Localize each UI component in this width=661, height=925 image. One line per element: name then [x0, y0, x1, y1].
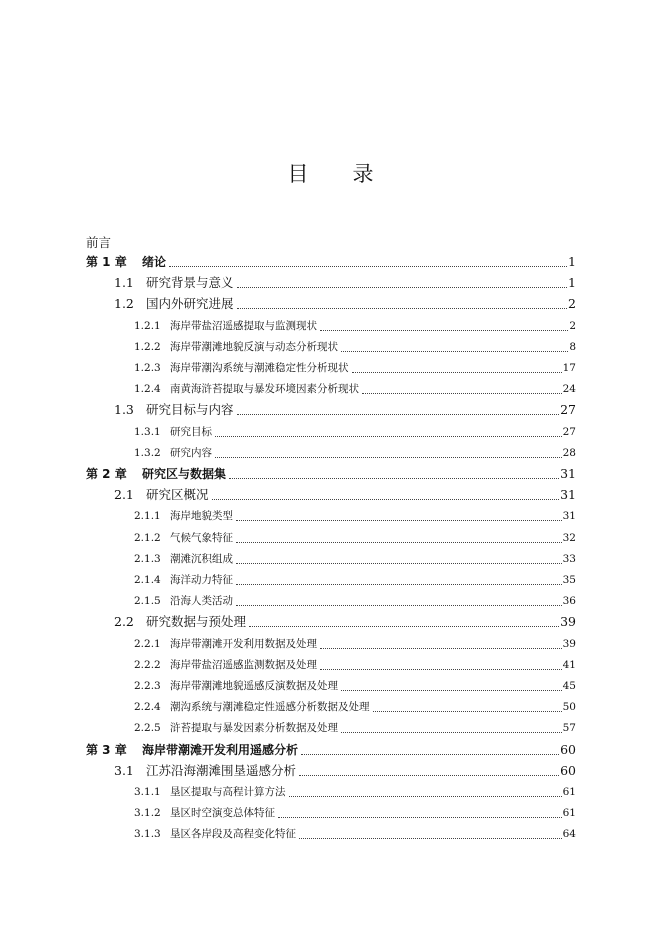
toc-entry-number: 1.2.3 — [134, 362, 161, 374]
toc-page-number: 8 — [569, 340, 576, 353]
toc-entry-title: 海岸带潮滩开发利用数据及处理 — [170, 637, 317, 650]
toc-dot-leader — [362, 392, 562, 394]
toc-dot-leader — [352, 371, 562, 373]
toc-dot-leader — [301, 753, 559, 755]
toc-entry-number: 3.1 — [114, 762, 134, 778]
toc-entry-level-3[interactable] — [134, 379, 576, 397]
toc-entry-level-3[interactable] — [134, 549, 576, 567]
toc-dot-leader — [249, 625, 559, 627]
toc-dot-leader — [237, 307, 568, 309]
toc-page-number: 45 — [562, 680, 576, 692]
toc-entry-level-2[interactable] — [114, 612, 576, 630]
toc-entry-title: 研究背景与意义 — [146, 275, 234, 291]
toc-dot-leader — [299, 774, 559, 776]
toc-entry-title: 研究数据与预处理 — [146, 614, 247, 630]
toc-entry-level-2[interactable] — [114, 761, 576, 779]
toc-dot-leader — [236, 562, 562, 564]
toc-page-number: 35 — [562, 574, 576, 586]
toc-entry-title: 研究目标 — [170, 425, 212, 438]
toc-entry-title: 垦区各岸段及高程变化特征 — [170, 828, 296, 841]
toc-entry-title: 海洋动力特征 — [170, 574, 233, 586]
toc-dot-leader — [320, 668, 562, 670]
toc-entry-level-3[interactable] — [134, 443, 576, 461]
toc-dot-leader — [320, 329, 568, 331]
toc-entry-number: 3.1.2 — [134, 807, 161, 820]
toc-entry-number: 2.1.2 — [134, 531, 161, 544]
toc-entry-level-3[interactable] — [134, 697, 576, 715]
toc-entry-number: 第 2 章 — [86, 467, 127, 481]
toc-page-number: 57 — [562, 722, 576, 735]
toc-entry-level-3[interactable] — [134, 634, 576, 652]
toc-page-number: 60 — [560, 762, 576, 778]
toc-page-number: 24 — [562, 383, 576, 396]
page-title — [0, 158, 661, 188]
toc-page-number: 61 — [562, 786, 576, 798]
toc-dot-leader — [341, 731, 562, 733]
toc-page-number: 33 — [562, 552, 576, 565]
toc-dot-leader — [236, 583, 562, 585]
toc-entry-level-3[interactable] — [134, 718, 576, 736]
toc-entry-title: 垦区时空演变总体特征 — [170, 807, 275, 820]
toc-page-number: 61 — [562, 807, 576, 820]
toc-entry-title: 研究目标与内容 — [146, 402, 234, 418]
toc-page-number: 2 — [568, 296, 576, 312]
toc-page-number: 31 — [562, 510, 576, 523]
toc-page-number: 31 — [560, 466, 576, 481]
toc-page-number: 39 — [562, 637, 576, 650]
toc-entry-level-1[interactable] — [86, 464, 576, 482]
toc-page-number: 2 — [569, 319, 576, 332]
toc-page-number: 1 — [568, 275, 576, 291]
toc-dot-leader — [320, 647, 562, 649]
toc-entry-number: 第 3 章 — [86, 742, 127, 757]
toc-entry-level-3[interactable] — [134, 591, 576, 609]
toc-dot-leader — [215, 435, 562, 437]
toc-dot-leader — [236, 541, 562, 543]
toc-entry-level-1[interactable] — [86, 740, 576, 758]
toc-page-number: 36 — [562, 595, 576, 608]
toc-page-number: 28 — [562, 446, 576, 459]
toc-entry-number: 3.1.3 — [134, 828, 161, 841]
toc-entry-number: 2.2.1 — [134, 637, 161, 650]
toc-entry-title: 浒苔提取与暴发因素分析数据及处理 — [170, 722, 338, 735]
toc-entry-title: 潮滩沉积组成 — [170, 552, 233, 565]
toc-page-number: 50 — [562, 701, 576, 714]
toc-dot-leader — [229, 477, 559, 479]
toc-entry-level-3[interactable] — [134, 528, 576, 546]
toc-entry-number: 第 1 章 — [86, 255, 127, 269]
toc-entry-title: 研究区与数据集 — [142, 467, 227, 481]
toc-dot-leader — [236, 604, 562, 606]
toc-entry-title: 气候气象特征 — [170, 531, 233, 544]
toc-entry-level-3[interactable] — [134, 422, 576, 440]
toc-entry-number: 2.2.4 — [134, 701, 161, 714]
toc-entry-level-3[interactable] — [134, 570, 576, 588]
toc-entry-level-3[interactable] — [134, 337, 576, 355]
toc-entry-number: 2.1.1 — [134, 510, 161, 523]
toc-dot-leader — [215, 456, 562, 458]
toc-dot-leader — [212, 498, 560, 500]
title-char-1: 目 — [287, 162, 309, 186]
toc-entry-title: 研究区概况 — [146, 487, 209, 503]
toc-entry-number: 1.3.1 — [134, 425, 161, 438]
toc-dot-leader — [341, 350, 568, 352]
toc-dot-leader — [237, 286, 568, 288]
toc-entry-number: 1.3 — [114, 402, 134, 418]
toc-dot-leader — [373, 710, 562, 712]
toc-entry-number: 2.1.3 — [134, 552, 161, 565]
toc-entry-level-3[interactable] — [134, 782, 576, 800]
toc-entry-number: 1.1 — [114, 275, 134, 291]
toc-entry-number: 2.1.4 — [134, 574, 161, 586]
toc-entry-number: 1.3.2 — [134, 446, 161, 459]
toc-entry-title: 研究内容 — [170, 446, 212, 459]
toc-preface[interactable]: 前言 — [86, 235, 112, 250]
toc-entry-number: 1.2.4 — [134, 383, 161, 396]
toc-page-number: 27 — [562, 425, 576, 438]
toc-entry-title: 潮沟系统与潮滩稳定性遥感分析数据及处理 — [170, 701, 370, 714]
toc-page-number: 64 — [562, 828, 576, 841]
toc-entry-level-3[interactable] — [134, 506, 576, 524]
toc-page-number: 27 — [560, 402, 576, 418]
toc-page-number: 31 — [560, 487, 576, 503]
toc-dot-leader — [299, 837, 562, 839]
toc-entry-level-3[interactable] — [134, 655, 576, 673]
toc-entry-title: 海岸带盐沼遥感提取与监测现状 — [170, 319, 317, 332]
title-char-2: 录 — [352, 162, 374, 186]
toc-entry-title: 南黄海浒苔提取与暴发环境因素分析现状 — [170, 383, 359, 396]
toc-entry-title: 海岸带潮沟系统与潮滩稳定性分析现状 — [170, 362, 349, 374]
toc-entry-number: 2.1.5 — [134, 595, 161, 608]
toc-entry-number: 2.2.2 — [134, 658, 161, 671]
toc-dot-leader — [169, 265, 567, 267]
toc-entry-title: 江苏沿海潮滩围垦遥感分析 — [146, 762, 297, 778]
toc-entry-level-2[interactable] — [114, 400, 576, 418]
toc-entry-number: 1.2.2 — [134, 340, 161, 353]
toc-entry-number: 2.2.3 — [134, 680, 161, 692]
toc-dot-leader — [237, 413, 560, 415]
toc-entry-number: 1.2.1 — [134, 319, 161, 332]
toc-entry-level-3[interactable] — [134, 824, 576, 842]
toc-dot-leader — [289, 795, 562, 797]
toc-entry-number: 1.2 — [114, 296, 134, 312]
toc-entry-number: 2.2 — [114, 614, 134, 630]
toc-entry-number: 3.1.1 — [134, 786, 161, 798]
toc-entry-title: 垦区提取与高程计算方法 — [170, 786, 286, 798]
toc-entry-title: 沿海人类活动 — [170, 595, 233, 608]
toc-dot-leader — [278, 816, 562, 818]
toc-entry-level-3[interactable] — [134, 676, 576, 694]
toc-entry-number: 2.1 — [114, 487, 134, 503]
toc-page-number: 32 — [562, 531, 576, 544]
toc-entry-title: 海岸地貌类型 — [170, 510, 233, 523]
toc-entry-level-1[interactable] — [86, 252, 576, 270]
toc-entry-title: 海岸带潮滩开发利用遥感分析 — [142, 742, 299, 757]
toc-page-number: 1 — [568, 254, 576, 269]
toc-entry-title: 海岸带潮滩地貌反演与动态分析现状 — [170, 340, 338, 353]
toc-entry-level-2[interactable] — [114, 294, 576, 312]
toc-entry-title: 国内外研究进展 — [146, 296, 234, 312]
toc-entry-level-3[interactable] — [134, 358, 576, 376]
toc-dot-leader — [341, 689, 562, 691]
toc-page-number: 17 — [562, 362, 576, 374]
toc-entry-title: 海岸带盐沼遥感监测数据及处理 — [170, 658, 317, 671]
toc-entry-title: 绪论 — [142, 255, 167, 269]
toc-entry-title: 海岸带潮滩地貌遥感反演数据及处理 — [170, 680, 338, 692]
toc-entry-level-2[interactable] — [114, 485, 576, 503]
toc-page-number: 60 — [560, 741, 576, 757]
toc-dot-leader — [236, 519, 562, 521]
toc-entry-number: 2.2.5 — [134, 722, 161, 735]
toc-page-number: 41 — [562, 658, 576, 671]
toc-page-number: 39 — [560, 614, 576, 630]
toc-entry-level-3[interactable] — [134, 316, 576, 334]
toc-entry-level-2[interactable] — [114, 273, 576, 291]
toc-entry-level-3[interactable] — [134, 803, 576, 821]
